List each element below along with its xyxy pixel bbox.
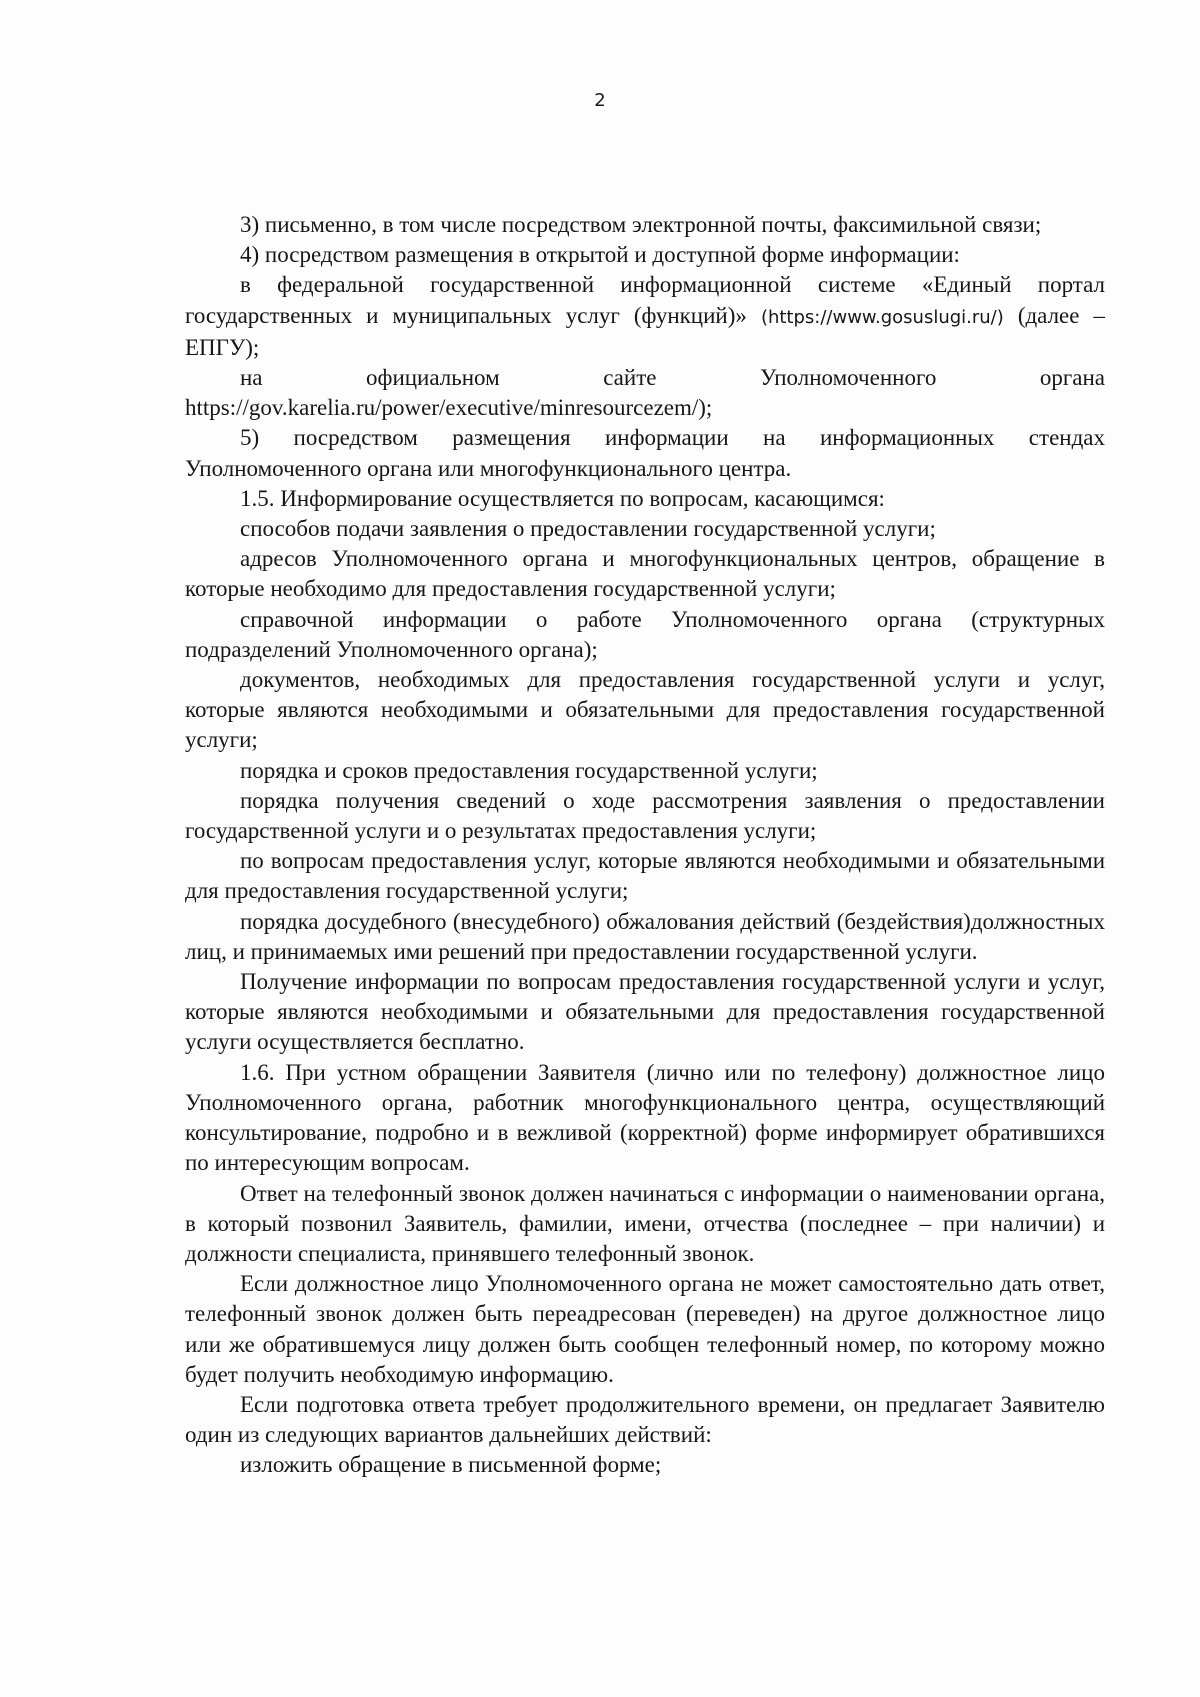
paragraph: https://gov.karelia.ru/power/executive/minresourcezem/); xyxy=(185,395,713,421)
paragraph: порядка и сроков предоставления государственной услуги; xyxy=(240,757,818,783)
paragraph: порядка досудебного (внесудебного) обжалования действий (бездействия)должностных лиц, и принимаемых ими решений при предоставлении государственной услуги. xyxy=(185,908,1105,964)
paragraph: документов, необходимых для предоставления государственной услуги и услуг, которые являются необходимыми и обязательными для предоставления государственной услуги; xyxy=(185,667,1105,753)
paragraph: по вопросам предоставления услуг, которые являются необходимыми и обязательными для предоставления государственной услуги; xyxy=(185,848,1105,904)
paragraph: порядка получения сведений о ходе рассмотрения заявления о предоставлении государственной услуги и о результатах предоставления услуги; xyxy=(185,787,1105,844)
paragraph: Если должностное лицо Уполномоченного органа не может самостоятельно дать ответ, телефонный звонок должен быть переадресован (переведен) на другое должностное лицо или же обратившемуся лицу должен быть сообщен телефонный номер, по которому можно будет получить необходимую информацию. xyxy=(185,1271,1105,1387)
paragraph: справочной информации о работе Уполномоченного органа (структурных подразделений Уполномоченного органа); xyxy=(185,606,1105,662)
paragraph: адресов Уполномоченного органа и многофункциональных центров, обращение в которые необходимо для предоставления государственной услуги; xyxy=(185,546,1105,602)
paragraph: Если подготовка ответа требует продолжительного времени, он предлагает Заявителю один из следующих вариантов дальнейших действий: xyxy=(185,1391,1105,1448)
paragraph: 1.5. Информирование осуществляется по вопросам, касающимся: xyxy=(240,485,885,511)
paragraph: на официальном сайте Уполномоченного органа xyxy=(240,365,1105,391)
paragraph-text: (далее – ЕПГУ); xyxy=(185,302,1106,360)
document-body xyxy=(185,210,1105,1481)
gosuslugi-url: (https://www.gosuslugi.ru/) xyxy=(760,306,1004,328)
paragraph: Получение информации по вопросам предоставления государственной услуги и услуг, которые являются необходимыми и обязательными для предоставления государственной услуги осуществляется бесплатно. xyxy=(185,969,1105,1055)
paragraph: изложить обращение в письменной форме; xyxy=(240,1452,662,1478)
page-number: 2 xyxy=(594,90,606,111)
paragraph: 1.6. При устном обращении Заявителя (лично или по телефону) должностное лицо Уполномоченного органа, работник многофункционального центра, осуществляющий консультирование, подробно и в вежливой (корректной) форме информирует обратившихся по интересующим вопросам. xyxy=(185,1059,1105,1176)
paragraph-text: в федеральной государственной информационной системе «Единый портал государственных и муниципальных услуг (функций)» xyxy=(185,272,1105,328)
paragraph: 5) посредством размещения информации на информационных стендах Уполномоченного органа или многофункционального центра. xyxy=(185,425,1105,481)
paragraph: 4) посредством размещения в открытой и доступной форме информации: xyxy=(240,242,960,268)
paragraph xyxy=(185,270,1105,363)
paragraph: 3) письменно, в том числе посредством электронной почты, факсимильной связи; xyxy=(240,212,1042,237)
paragraph: способов подачи заявления о предоставлении государственной услуги; xyxy=(240,516,936,542)
paragraph: Ответ на телефонный звонок должен начинаться с информации о наименовании органа, в который позвонил Заявитель, фамилии, имени, отчества (последнее – при наличии) и должности специалиста, принявшего телефонный звонок. xyxy=(185,1180,1105,1266)
